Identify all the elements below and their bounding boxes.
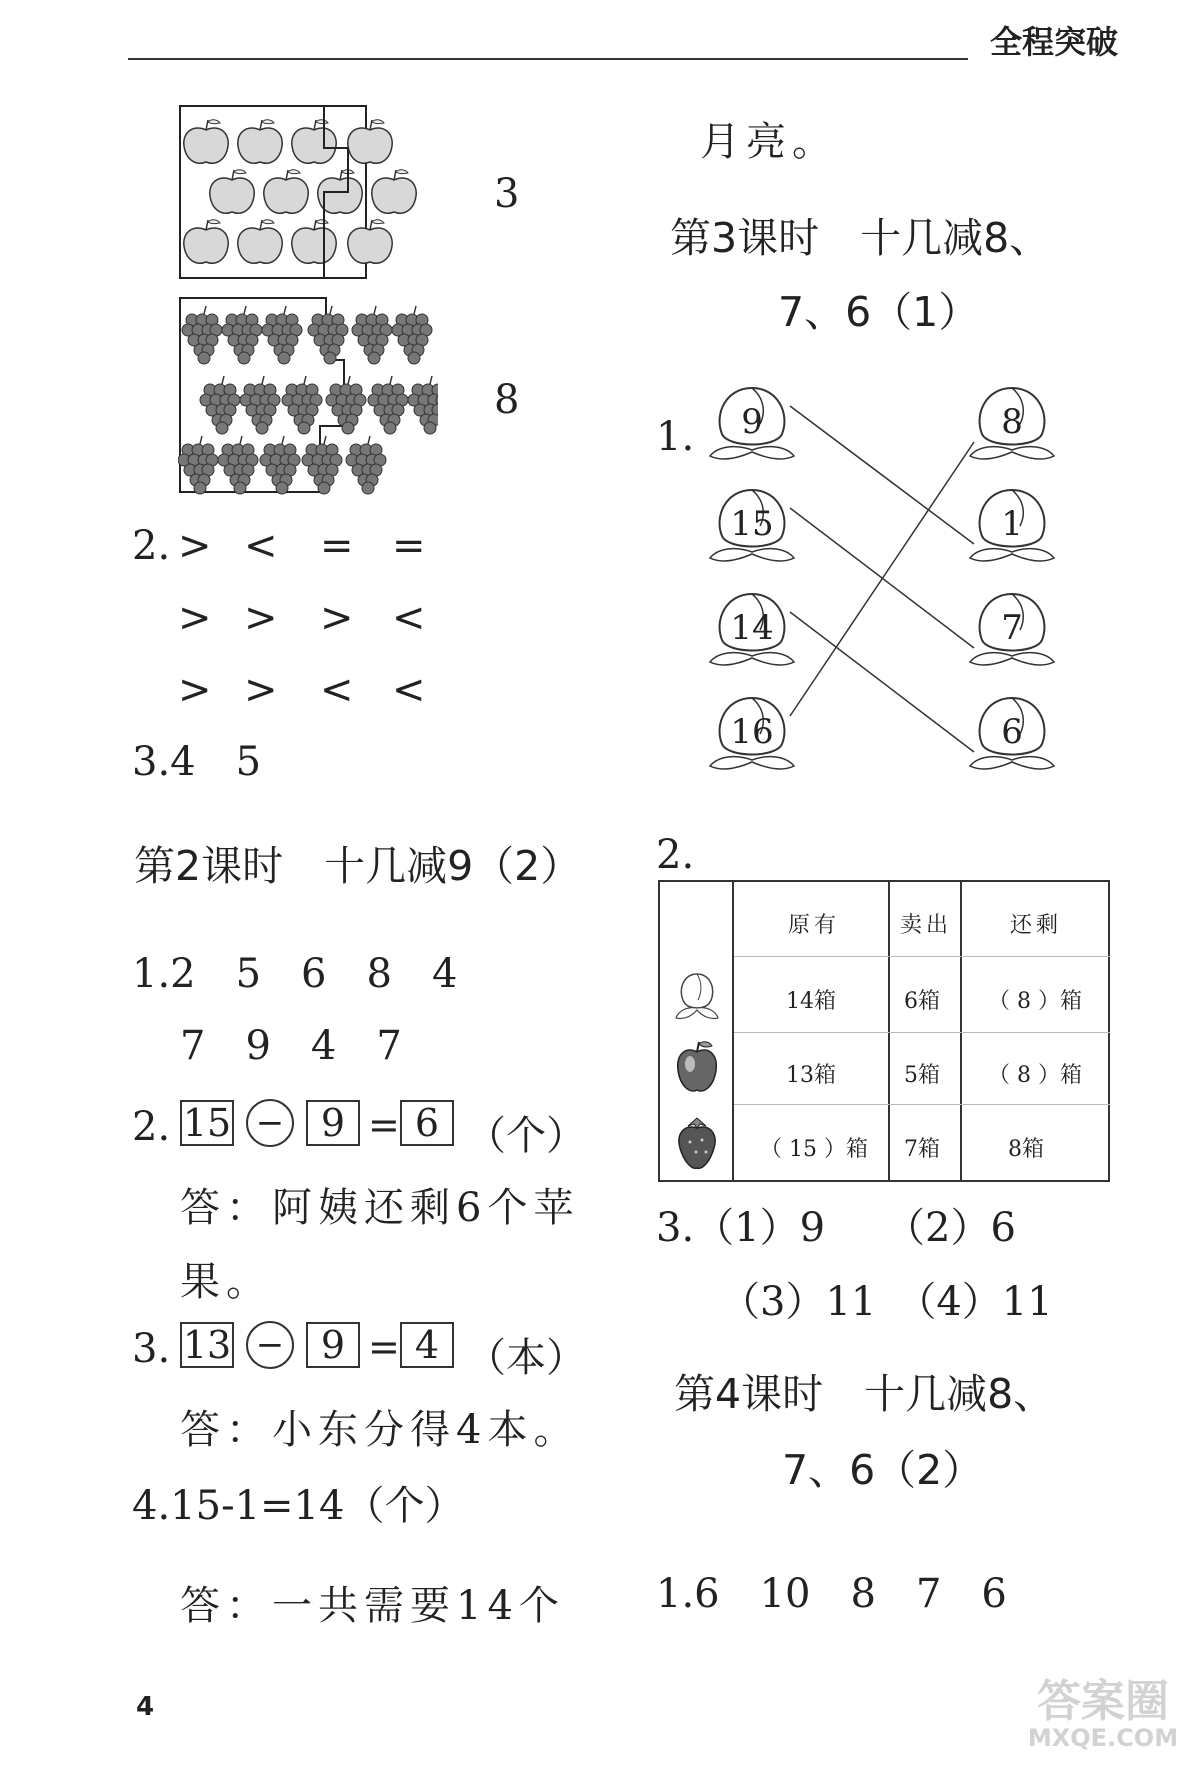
table-row3-left: 8箱 xyxy=(1008,1137,1044,1162)
match-line xyxy=(790,442,974,716)
grape-icon xyxy=(200,376,240,434)
watermark-logo xyxy=(1018,1676,1188,1753)
grape-icon xyxy=(240,376,280,434)
q2-symbol: > xyxy=(178,523,212,569)
l2-q3-minus: − xyxy=(246,1321,294,1369)
peach-number: 7 xyxy=(1001,608,1023,648)
l2-q2-unit: （个） xyxy=(466,1113,586,1159)
peach-icon xyxy=(710,594,794,665)
apple-icon xyxy=(348,220,392,263)
l2-q2-box-b: 9 xyxy=(306,1100,360,1146)
peach-icon xyxy=(970,594,1054,665)
l2-q4-equation: 4.15-1=14（个） xyxy=(132,1483,465,1529)
q2-symbol: > xyxy=(320,595,354,641)
peach-number: 6 xyxy=(1001,712,1023,752)
moon-text: 月亮。 xyxy=(700,119,838,165)
apple-icon xyxy=(238,120,282,163)
table-col-line-2 xyxy=(888,882,890,1180)
grape-icon xyxy=(182,306,222,364)
peach-number: 14 xyxy=(730,608,774,648)
apple-icon xyxy=(210,170,254,213)
lesson3-title-line1: 第3课时 十几减8、 xyxy=(670,214,1051,262)
header-rule xyxy=(128,58,968,60)
l2-q3-box-b: 9 xyxy=(306,1322,360,1368)
q3-answer: 3.4 5 xyxy=(132,739,262,785)
peach-icon xyxy=(672,966,722,1022)
peach-icon xyxy=(710,698,794,769)
q2-symbol: = xyxy=(320,523,354,569)
q2-symbol: > xyxy=(178,667,212,713)
l3-q2-label: 2. xyxy=(656,832,695,878)
apple-icon xyxy=(184,220,228,263)
table-row2-left: （ 8 ）箱 xyxy=(988,1063,1082,1088)
q2-symbol: > xyxy=(178,595,212,641)
q2-label: 2. xyxy=(132,523,171,569)
l2-q2-box-a: 15 xyxy=(180,1100,234,1146)
apple-icon xyxy=(372,170,416,213)
table-col-line-3 xyxy=(960,882,962,1180)
table-header-have: 原有 xyxy=(788,913,841,938)
table-row1-have: 14箱 xyxy=(786,989,836,1014)
peach-icon xyxy=(970,388,1054,459)
strawberry-icon xyxy=(672,1114,722,1174)
lesson4-title-line1: 第4课时 十几减8、 xyxy=(674,1370,1055,1418)
q2-symbol: < xyxy=(392,595,426,641)
l2-q1-row2: 7 9 4 7 xyxy=(180,1023,402,1069)
peach-number: 16 xyxy=(730,712,774,752)
l2-q3-equals: = xyxy=(368,1325,400,1369)
q2-symbol: > xyxy=(244,667,278,713)
l2-q4-answer: 答：一共需要14个 xyxy=(180,1583,565,1629)
apple-icon xyxy=(238,220,282,263)
grape-icon xyxy=(302,436,342,494)
apple-icon xyxy=(292,120,336,163)
grapes-count: 8 xyxy=(494,377,520,423)
lesson2-title: 第2课时 十几减9（2） xyxy=(134,842,582,890)
q2-symbol: < xyxy=(244,523,278,569)
apple-icon xyxy=(184,120,228,163)
watermark-line1: 答案圈 xyxy=(1037,1676,1169,1727)
watermark-line2: MXQE.COM xyxy=(1027,1724,1179,1752)
table-row2-sold: 5箱 xyxy=(904,1063,940,1088)
match-line xyxy=(790,406,974,544)
grape-icon xyxy=(352,306,392,364)
apples-count: 3 xyxy=(494,171,520,217)
grape-icon xyxy=(260,436,300,494)
grape-icon xyxy=(308,306,348,364)
q2-symbol: < xyxy=(392,667,426,713)
lesson3-title-line2: 7、6（1） xyxy=(778,288,980,336)
l2-q3-unit: （本） xyxy=(466,1335,586,1381)
l3-q3-row2: （3）11 （4）11 xyxy=(720,1279,1053,1325)
peach-number: 9 xyxy=(741,402,763,442)
match-line xyxy=(790,612,974,752)
table-row1-sold: 6箱 xyxy=(904,989,940,1014)
apple-icon xyxy=(672,1038,722,1098)
l2-q3-label: 3. xyxy=(132,1326,171,1372)
grape-icon xyxy=(178,436,218,494)
q2-symbol: = xyxy=(392,523,426,569)
table-header-sold: 卖出 xyxy=(900,913,953,938)
l2-q2-label: 2. xyxy=(132,1104,171,1150)
grapes-grid-image xyxy=(178,296,438,496)
q2-symbol: > xyxy=(244,595,278,641)
header-brand: 全程突破 xyxy=(990,23,1119,61)
grape-icon xyxy=(346,436,386,494)
peach-icon xyxy=(710,388,794,459)
peach-number: 8 xyxy=(1001,402,1023,442)
l2-q2-equals: = xyxy=(368,1103,400,1147)
table-col-line-1 xyxy=(732,882,734,1180)
peach-icon xyxy=(710,490,794,561)
apple-icon xyxy=(264,170,308,213)
table-row2-have: 13箱 xyxy=(786,1063,836,1088)
apple-icon xyxy=(292,220,336,263)
l4-q1-answers: 1.6 10 8 7 6 xyxy=(656,1571,1007,1617)
grape-icon xyxy=(262,306,302,364)
l3-q1-label: 1. xyxy=(656,414,695,460)
l2-q3-box-a: 13 xyxy=(180,1322,234,1368)
peach-number: 15 xyxy=(730,504,774,544)
table-row3-sold: 7箱 xyxy=(904,1137,940,1162)
lesson4-title-line2: 7、6（2） xyxy=(782,1446,984,1494)
grape-icon xyxy=(218,436,258,494)
peach-number: 1 xyxy=(1001,504,1023,544)
fruit-table xyxy=(658,880,1110,1182)
apples-grid-image xyxy=(176,104,436,280)
table-row3-have: （ 15 ）箱 xyxy=(760,1137,868,1162)
l2-q2-minus: − xyxy=(246,1099,294,1147)
table-row1-left: （ 8 ）箱 xyxy=(988,989,1082,1014)
l3-q3-row1: 3.（1）9 （2）6 xyxy=(656,1205,1016,1251)
apple-icon xyxy=(348,120,392,163)
l2-q2-answer-cont: 果。 xyxy=(180,1259,272,1305)
table-header-left: 还剩 xyxy=(1010,913,1063,938)
peach-matching-diagram xyxy=(690,380,1090,800)
q2-symbol: < xyxy=(320,667,354,713)
l2-q3-box-c: 4 xyxy=(400,1322,454,1368)
table-row-line-1 xyxy=(734,956,1110,957)
l2-q2-box-c: 6 xyxy=(400,1100,454,1146)
table-row-line-2 xyxy=(734,1032,1110,1033)
peach-icon xyxy=(970,490,1054,561)
grape-icon xyxy=(282,376,322,434)
l2-q2-answer: 答：阿姨还剩6个苹 xyxy=(180,1185,580,1231)
grape-icon xyxy=(222,306,262,364)
grape-icon xyxy=(408,376,438,434)
grape-icon xyxy=(368,376,408,434)
page-number: 4 xyxy=(136,1692,155,1722)
grape-icon xyxy=(392,306,432,364)
table-row-line-3 xyxy=(734,1104,1110,1105)
l2-q3-answer: 答：小东分得4本。 xyxy=(180,1407,580,1453)
l2-q1-row1: 1.2 5 6 8 4 xyxy=(132,951,458,997)
peach-icon xyxy=(970,698,1054,769)
